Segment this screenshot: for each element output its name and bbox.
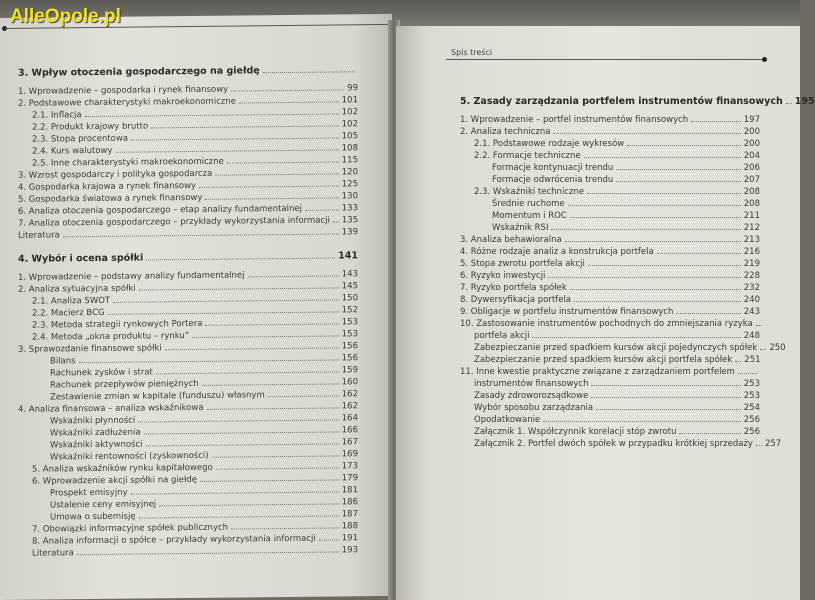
toc-leader-dots [616, 181, 741, 182]
toc-leader-dots [553, 133, 740, 134]
toc-page-number: 156 [341, 353, 358, 364]
toc-leader-dots [231, 527, 339, 529]
toc-entry [460, 138, 760, 150]
toc-page-number: 153 [341, 329, 358, 340]
toc-leader-dots [263, 71, 355, 73]
right-page [396, 26, 815, 600]
toc-entry [460, 402, 760, 414]
toc-page-number: 115 [341, 155, 358, 166]
toc-leader-dots [159, 503, 339, 506]
toc-entry-title: 4. Gospodarka krajowa a rynek finansowy [18, 180, 197, 193]
toc-entry-title: 8. Analiza informacji o spółce – przykłady wykorzystania informacji [32, 533, 316, 547]
toc-entry-title: 11. Inne kwestie praktyczne związane z zarządzaniem portfelem [460, 367, 735, 377]
toc-leader-dots [146, 257, 335, 260]
toc-leader-dots [205, 197, 338, 199]
toc-leader-dots [584, 157, 741, 158]
toc-page-number: 187 [341, 509, 358, 520]
toc-leader-dots [85, 113, 339, 117]
toc-leader-dots [305, 209, 339, 210]
toc-entry [460, 438, 782, 450]
toc-leader-dots [756, 325, 762, 326]
toc-leader-dots [319, 539, 339, 540]
toc-page-number: 169 [341, 449, 358, 460]
toc-entry-title: 8. Dywersyfikacja portfela [460, 295, 572, 305]
toc-entry-title: Literatura [18, 230, 60, 241]
toc-page-number: 213 [743, 235, 760, 245]
toc-leader-dots [131, 491, 339, 494]
toc-page-number: 167 [341, 437, 358, 448]
toc-leader-dots [738, 373, 757, 374]
toc-page-number: 143 [341, 269, 358, 280]
toc-entry-title: 10. Zastosowanie instrumentów pochodnych do zmniejszania ryzyka [460, 319, 753, 329]
toc-page-number: 99 [347, 83, 358, 94]
toc-page-number: 164 [341, 413, 358, 424]
toc-leader-dots [199, 185, 339, 187]
toc-entry [460, 234, 760, 246]
crop-mark-icon [762, 57, 767, 62]
toc-entry-title: 5. Gospodarka światowa a rynek finansowy [18, 192, 203, 205]
toc-leader-dots [144, 431, 339, 434]
toc-page-number: 208 [743, 199, 760, 209]
toc-page-number: 162 [341, 389, 358, 400]
toc-page-number: 125 [341, 179, 358, 190]
toc-entry-title: Formacje kontynuacji trendu [492, 163, 614, 173]
toc-leader-dots [551, 229, 740, 230]
toc-entry-title: Umowa o subemisję [50, 511, 136, 523]
toc-leader-dots [116, 149, 339, 152]
toc-leader-dots [587, 193, 741, 194]
toc-entry-title: 3. Wpływ otoczenia gospodarczego na giełdę [18, 65, 260, 79]
toc-page-number: 105 [341, 131, 358, 142]
toc-entry-title: 2.3. Wskaźniki techniczne [474, 187, 585, 197]
toc-page-number: 191 [341, 533, 358, 544]
toc-entry-title: 2.4. Metoda „okna produktu – rynku” [32, 331, 190, 343]
toc-leader-dots [79, 359, 339, 363]
toc-entry-title: Zabezpieczanie przed spadkiem kursów akcji pojedynczych spółek [474, 343, 758, 353]
toc-page-number: 150 [341, 293, 358, 304]
toc-page-number: 139 [341, 227, 358, 238]
toc-entry [460, 270, 760, 282]
toc-page-number: 181 [341, 485, 358, 496]
toc-entry-title: 2. Analiza sytuacyjna spółki [18, 283, 136, 295]
watermark: AlleOpole.pl [10, 6, 121, 27]
toc-leader-dots [239, 101, 339, 103]
toc-page-number: 135 [341, 215, 359, 226]
toc-page-number: 160 [341, 377, 358, 388]
toc-page-number: 216 [743, 247, 760, 257]
toc-entry-title: 5. Analiza wskaźników rynku kapitałowego [32, 462, 213, 475]
toc-entry [460, 282, 760, 294]
toc-entry-title: 9. Obligacje w portfelu instrumentów finansowych [460, 307, 674, 317]
toc-page-number: 248 [743, 331, 760, 341]
toc-entry-title: Momentum i ROC [492, 211, 567, 221]
toc-leader-dots [676, 313, 740, 314]
toc-page-number: 251 [744, 355, 761, 365]
running-head: Spis treści [451, 48, 493, 57]
toc-leader-dots [591, 397, 740, 398]
toc-page-number: 102 [341, 107, 358, 118]
toc-entry-title: 2.1. Inflacja [32, 110, 82, 121]
toc-entry [460, 114, 760, 126]
toc-entry-title: 2.2. Produkt krajowy brutto [32, 121, 149, 133]
toc-entry-title: 2.2. Macierz BCG [32, 307, 105, 319]
toc-entry-title: Zestawienie zmian w kapitale (funduszu) własnym [50, 390, 265, 403]
toc-page-number: 186 [341, 497, 358, 508]
toc-entry-title: Rachunek przepływów pieniężnych [50, 378, 199, 391]
toc-entry [460, 330, 760, 342]
toc-leader-dots [212, 455, 339, 457]
toc-entry [460, 222, 760, 234]
toc-entry-title: 4. Analiza finansowa – analiza wskaźnikowa [18, 402, 204, 415]
toc-entry [460, 306, 760, 318]
toc-page-number: 206 [743, 163, 760, 173]
toc-page-number: 195 [794, 96, 815, 107]
toc-entry [460, 390, 760, 402]
toc-page-number: 102 [341, 119, 358, 130]
toc-page-number: 162 [341, 401, 358, 412]
toc-page-number: 211 [743, 211, 760, 221]
toc-leader-dots [165, 347, 339, 350]
toc-entry-title: 2.2. Formacje techniczne [474, 151, 581, 161]
toc-page-number: 153 [341, 317, 358, 328]
toc-leader-dots [138, 419, 338, 422]
toc-leader-dots [568, 205, 741, 206]
toc-page-number: 200 [743, 139, 760, 149]
toc-leader-dots [570, 217, 741, 218]
toc-entry-title: 1. Wprowadzenie – podstawy analizy fundamentalnej [18, 270, 245, 283]
toc-entry-title: 6. Wprowadzenie akcji spółki na giełdę [32, 474, 198, 487]
toc-entry [460, 198, 760, 210]
toc-leader-dots [548, 277, 740, 278]
toc-page-number: 204 [743, 151, 760, 161]
toc-entry-title: 1. Wprowadzenie – portfel instrumentów finansowych [460, 115, 689, 125]
toc-entry [460, 414, 760, 426]
toc-entry-title: instrumentów finansowych [474, 379, 589, 389]
toc-page-number: 240 [743, 295, 760, 305]
toc-page-number: 254 [743, 403, 760, 413]
toc-page-number: 101 [341, 95, 358, 106]
toc-leader-dots [227, 161, 339, 163]
toc-entry-title: portfela akcji [474, 331, 530, 341]
toc-leader-dots [146, 443, 339, 446]
toc-leader-dots [200, 479, 339, 481]
toc-entry-title: 2.5. Inne charakterystyki makroekonomiczne [32, 156, 224, 169]
toc-leader-dots [207, 407, 339, 409]
toc-entry [460, 342, 786, 354]
toc-page-number: 188 [341, 521, 358, 532]
toc-page-number: 159 [341, 365, 358, 376]
toc-leader-dots [268, 395, 339, 397]
toc-entry-title: 2. Podstawowe charakterystyki makroekonomiczne [18, 96, 236, 109]
toc-entry-title: 1. Wprowadzenie – gospodarka i rynek finansowy [18, 84, 229, 97]
toc-leader-dots [77, 551, 339, 555]
toc-entry [460, 162, 760, 174]
toc-leader-dots [657, 253, 741, 254]
toc-entry-title: 6. Ryzyko inwestycji [460, 271, 546, 281]
toc-entry [460, 210, 760, 222]
toc-entry [460, 426, 760, 438]
toc-leader-dots [616, 169, 740, 170]
toc-leader-dots [131, 137, 339, 140]
toc-leader-dots [192, 335, 339, 338]
toc-entry-title: 7. Analiza otoczenia gospodarczego – przykłady wykorzystania informacji [18, 215, 330, 229]
toc-entry [460, 150, 760, 162]
toc-page-number: 197 [743, 115, 760, 125]
toc-entry-title: Wybór sposobu zarządzania [474, 403, 594, 413]
toc-page-number: 108 [341, 143, 358, 154]
left-page [0, 14, 392, 600]
toc-entry-title: 5. Stopa zwrotu portfela akcji [460, 259, 585, 269]
toc-page-number: 179 [341, 473, 358, 484]
right-toc [460, 96, 815, 450]
toc-page-number: 253 [743, 391, 760, 401]
toc-page-number: 130 [341, 191, 358, 202]
toc-entry-title: 6. Analiza otoczenia gospodarczego – etap analizy fundamentalnej [18, 203, 302, 217]
toc-page-number: 256 [743, 415, 760, 425]
toc-entry-title: 5. Zasady zarządzania portfelem instrumentów finansowych [460, 96, 783, 107]
toc-leader-dots [202, 383, 339, 385]
toc-entry-title: Ustalenie ceny emisyjnej [50, 499, 157, 511]
toc-entry-title: Zabezpieczanie przed spadkiem kursów akcji portfela spółek [474, 355, 733, 365]
toc-leader-dots [63, 233, 339, 237]
toc-entry-title: Średnie ruchome [492, 199, 565, 209]
toc-entry-title: 2. Analiza techniczna [460, 127, 551, 137]
toc-entry [460, 246, 760, 258]
toc-entry-title: Wskaźniki aktywności [50, 439, 143, 451]
toc-page-number: 133 [341, 203, 358, 214]
toc-leader-dots [591, 385, 740, 386]
toc-leader-dots [570, 289, 741, 290]
toc-leader-dots [574, 301, 741, 302]
toc-entry-title: 3. Sprawozdanie finansowe spółki [18, 343, 162, 355]
toc-entry-title: Opodatkowanie [474, 415, 541, 425]
toc-entry-title: Wskaźnik RSI [492, 223, 549, 233]
toc-leader-dots [216, 467, 339, 469]
toc-page-number: 228 [743, 271, 760, 281]
toc-page-number: 219 [743, 259, 760, 269]
toc-leader-dots [588, 265, 741, 266]
toc-leader-dots [156, 371, 339, 374]
toc-entry-title: Zasady zdroworozsądkowe [474, 391, 589, 401]
toc-entry [460, 186, 760, 198]
toc-leader-dots [760, 349, 766, 350]
toc-leader-dots [735, 361, 741, 362]
toc-entry-title: 7. Obowiązki informacyjne spółek publicznych [32, 522, 229, 535]
toc-page-number: 253 [743, 379, 760, 389]
toc-leader-dots [679, 433, 740, 434]
toc-entry-title: Wskaźniki rentowności (zyskowności) [50, 450, 209, 463]
toc-page-number: 232 [743, 283, 760, 293]
toc-entry-title: Literatura [32, 548, 74, 559]
toc-entry-title: Rachunek zysków i strat [50, 367, 153, 379]
toc-entry-title: Załącznik 2. Portfel dwóch spółek w przypadku krótkiej sprzedaży [474, 439, 753, 449]
toc-entry-title: Formacje odwrócenia trendu [492, 175, 614, 185]
toc-entry [460, 126, 760, 138]
toc-leader-dots [691, 121, 741, 122]
toc-page-number: 207 [743, 175, 760, 185]
toc-page-number: 212 [743, 223, 760, 233]
toc-page-number: 173 [341, 461, 358, 472]
toc-leader-dots [248, 275, 339, 277]
toc-entry-title: 2.4. Kurs walutowy [32, 145, 113, 157]
toc-entry-title: Prospekt emisyjny [50, 487, 128, 499]
toc-leader-dots [151, 125, 339, 128]
top-rule [446, 59, 766, 60]
toc-entry-title: 2.1. Analiza SWOT [32, 295, 111, 307]
toc-leader-dots [108, 311, 339, 314]
toc-leader-dots [532, 337, 740, 338]
toc-entry-title: 4. Wybór i ocena spółki [18, 252, 144, 265]
toc-entry-title: 2.3. Metoda strategii rynkowych Portera [32, 318, 203, 331]
toc-entry-title: Wskaźniki płynności [50, 415, 136, 427]
toc-leader-dots [786, 103, 792, 104]
toc-page-number: 250 [769, 343, 786, 353]
toc-leader-dots [139, 515, 339, 518]
toc-section-heading [460, 96, 815, 108]
toc-leader-dots [215, 173, 338, 175]
toc-entry-title: 7. Ryzyko portfela spółek [460, 283, 567, 293]
toc-entry [460, 366, 760, 378]
toc-entry [460, 354, 760, 366]
toc-leader-dots [756, 445, 762, 446]
toc-leader-dots [205, 323, 338, 325]
toc-leader-dots [627, 145, 741, 146]
toc-page-number: 256 [743, 427, 760, 437]
toc-leader-dots [596, 409, 741, 410]
toc-page-number: 243 [743, 307, 760, 317]
toc-entry [460, 378, 760, 390]
toc-leader-dots [113, 299, 339, 302]
toc-leader-dots [565, 241, 741, 242]
toc-leader-dots [231, 89, 344, 91]
toc-entry-title: 2.1. Podstawowe rodzaje wykresów [474, 139, 625, 149]
toc-leader-dots [333, 221, 339, 222]
left-toc [18, 64, 358, 560]
toc-entry-title: Wskaźniki zadłużenia [50, 427, 141, 439]
toc-entry-title: 3. Analiza behawioralna [460, 235, 562, 245]
toc-page-number: 141 [338, 250, 358, 262]
toc-entry [18, 544, 358, 560]
toc-entry-title: 2.3. Stopa procentowa [32, 133, 129, 145]
toc-entry [460, 318, 760, 330]
toc-page-number: 152 [341, 305, 358, 316]
toc-entry [460, 258, 760, 270]
toc-entry [460, 174, 760, 186]
toc-page-number: 156 [341, 341, 358, 352]
toc-page-number: 120 [341, 167, 358, 178]
toc-page-number: 208 [743, 187, 760, 197]
toc-page-number: 193 [341, 545, 358, 556]
toc-leader-dots [139, 287, 339, 290]
toc-page-number: 200 [743, 127, 760, 137]
toc-entry-title: 4. Różne rodzaje analiz a konstrukcja portfela [460, 247, 654, 257]
toc-page-number: 145 [341, 281, 358, 292]
toc-entry-title: 3. Wzrost gospodarczy i polityka gospodarcza [18, 168, 213, 181]
toc-entry-title: Załącznik 1. Współczynnik korelacji stóp zwrotu [474, 427, 677, 437]
toc-page-number: 166 [341, 425, 358, 436]
toc-entry-title: Bilans [50, 356, 76, 367]
toc-page-number: 257 [764, 439, 782, 449]
toc-leader-dots [543, 421, 741, 422]
toc-entry [460, 294, 760, 306]
